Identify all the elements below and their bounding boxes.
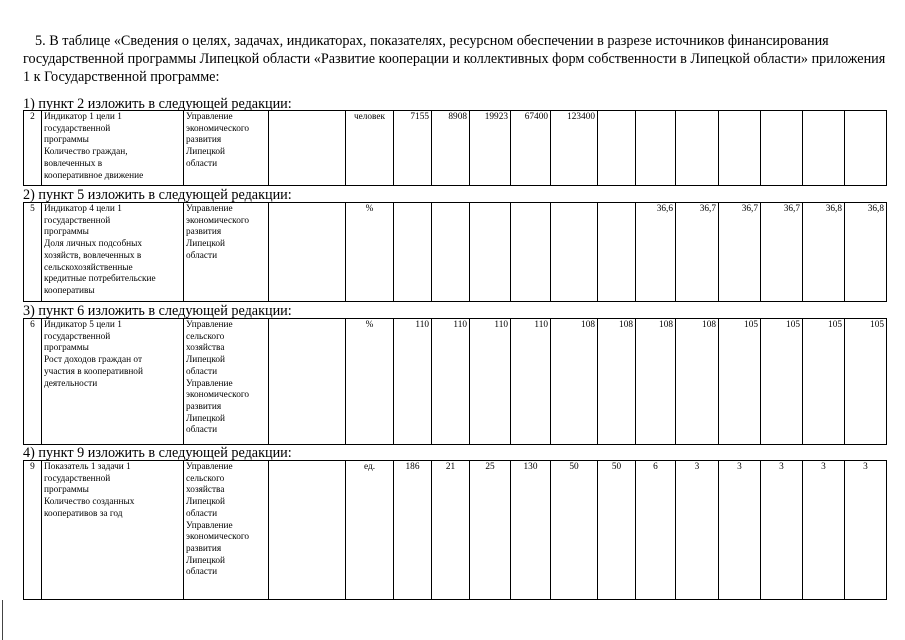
value-cell (803, 111, 845, 186)
value-cell: 36,6 (636, 203, 676, 302)
value-cell: 110 (432, 319, 470, 445)
value-cell: 50 (598, 461, 636, 600)
section-heading: 3) пункт 6 изложить в следующей редакции: (23, 303, 292, 319)
value-cell (394, 203, 432, 302)
value-cell: 3 (676, 461, 719, 600)
value-cell: 105 (845, 319, 887, 445)
value-cell: 108 (636, 319, 676, 445)
table-row (24, 461, 887, 600)
value-cell (761, 111, 803, 186)
value-cell (636, 111, 676, 186)
indicator-name: Индикатор 4 цели 1 государственной программы Доля личных подсобных хозяйств, вовлеченных в сельскохозяйственные кредитные потребительские кооперативы (42, 203, 184, 302)
value-cell: 105 (719, 319, 761, 445)
row-number: 6 (24, 319, 42, 445)
blank-cell (269, 319, 346, 445)
intro-paragraph (23, 32, 889, 86)
value-cell (676, 111, 719, 186)
value-cell: 105 (803, 319, 845, 445)
value-cell: 105 (761, 319, 803, 445)
indicator-name: Индикатор 5 цели 1 государственной программы Рост доходов граждан от участия в кооперативной деятельности (42, 319, 184, 445)
value-cell: 108 (551, 319, 598, 445)
section-heading: 2) пункт 5 изложить в следующей редакции: (23, 187, 292, 203)
value-cell: 130 (511, 461, 551, 600)
unit: человек (346, 111, 394, 186)
executor: Управление сельского хозяйства Липецкой области Управление экономического развития Липецкой области (184, 461, 269, 600)
row-number: 2 (24, 111, 42, 186)
value-cell: 36,7 (761, 203, 803, 302)
table-row (24, 319, 887, 445)
indicator-name: Индикатор 1 цели 1 государственной программы Количество граждан, вовлеченных в кооперативное движение (42, 111, 184, 186)
indicator-table (23, 318, 887, 445)
value-cell: 3 (845, 461, 887, 600)
unit: % (346, 203, 394, 302)
value-cell (432, 203, 470, 302)
executor: Управление сельского хозяйства Липецкой области Управление экономического развития Липецкой области (184, 319, 269, 445)
value-cell (845, 111, 887, 186)
value-cell: 110 (394, 319, 432, 445)
value-cell (551, 203, 598, 302)
scan-edge-line (2, 600, 3, 640)
value-cell: 36,7 (676, 203, 719, 302)
indicator-table (23, 110, 887, 186)
indicator-table (23, 460, 887, 600)
unit: % (346, 319, 394, 445)
table-row (24, 203, 887, 302)
value-cell: 110 (470, 319, 511, 445)
value-cell: 36,8 (803, 203, 845, 302)
unit: ед. (346, 461, 394, 600)
value-cell: 3 (803, 461, 845, 600)
value-cell: 36,8 (845, 203, 887, 302)
value-cell: 7155 (394, 111, 432, 186)
value-cell (598, 203, 636, 302)
value-cell: 36,7 (719, 203, 761, 302)
value-cell: 21 (432, 461, 470, 600)
value-cell: 3 (719, 461, 761, 600)
blank-cell (269, 203, 346, 302)
value-cell: 110 (511, 319, 551, 445)
section-heading: 4) пункт 9 изложить в следующей редакции: (23, 445, 292, 461)
section-heading: 1) пункт 2 изложить в следующей редакции: (23, 96, 292, 112)
table-row (24, 111, 887, 186)
value-cell: 186 (394, 461, 432, 600)
value-cell (598, 111, 636, 186)
value-cell: 108 (676, 319, 719, 445)
value-cell: 19923 (470, 111, 511, 186)
indicator-name: Показатель 1 задачи 1 государственной программы Количество созданных кооперативов за год (42, 461, 184, 600)
value-cell: 8908 (432, 111, 470, 186)
value-cell: 50 (551, 461, 598, 600)
executor: Управление экономического развития Липецкой области (184, 203, 269, 302)
blank-cell (269, 111, 346, 186)
value-cell: 6 (636, 461, 676, 600)
value-cell (511, 203, 551, 302)
value-cell (470, 203, 511, 302)
blank-cell (269, 461, 346, 600)
executor: Управление экономического развития Липецкой области (184, 111, 269, 186)
value-cell: 25 (470, 461, 511, 600)
indicator-table (23, 202, 887, 302)
row-number: 5 (24, 203, 42, 302)
value-cell: 123400 (551, 111, 598, 186)
intro-text: 5. В таблице «Сведения о целях, задачах, индикаторах, показателях, ресурсном обеспечении в разрезе источников финансирования государственной программы Липецкой области «Развитие кооперации и коллективных форм собственности в Липецкой области» приложения 1 к Государственной программе: (23, 33, 886, 85)
value-cell: 3 (761, 461, 803, 600)
value-cell (719, 111, 761, 186)
row-number: 9 (24, 461, 42, 600)
value-cell: 108 (598, 319, 636, 445)
value-cell: 67400 (511, 111, 551, 186)
